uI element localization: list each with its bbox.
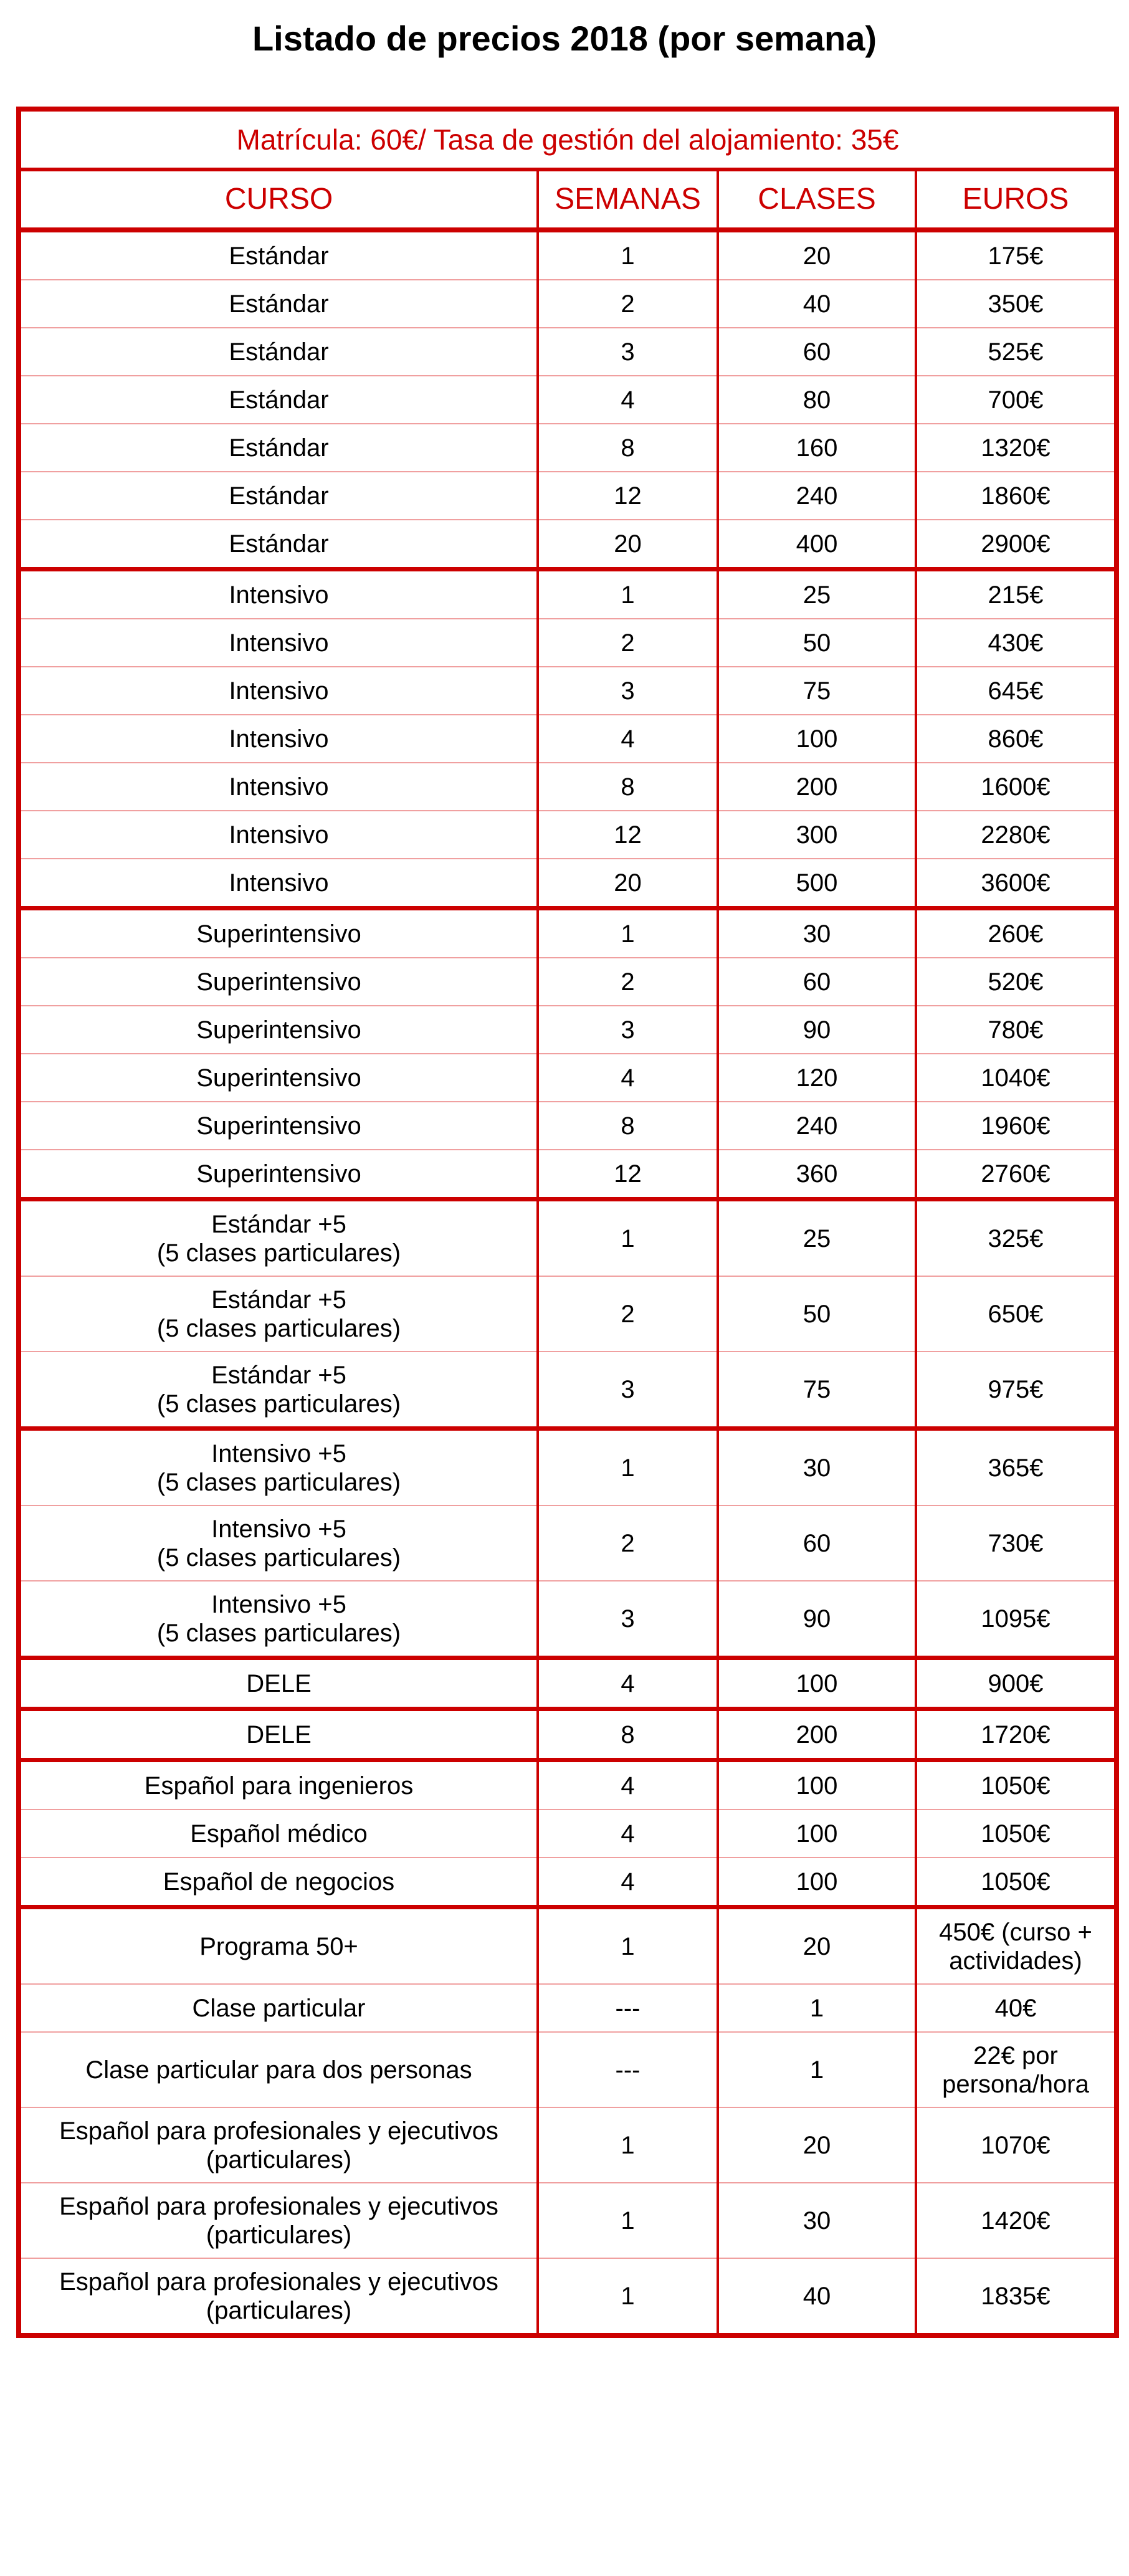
price-cell: 175€ [916, 230, 1117, 280]
price-cell: 2900€ [916, 520, 1117, 570]
classes-cell: 90 [718, 1581, 916, 1658]
table-row [19, 667, 1117, 715]
table-row [19, 424, 1117, 472]
classes-cell: 100 [718, 1858, 916, 1907]
classes-cell: 100 [718, 1760, 916, 1810]
weeks-cell: 2 [538, 958, 718, 1006]
course-cell: Intensivo +5 (5 clases particulares) [19, 1581, 538, 1658]
price-cell: 450€ (curso + actividades) [916, 1907, 1117, 1985]
weeks-cell: --- [538, 1984, 718, 2032]
classes-cell: 80 [718, 376, 916, 424]
classes-cell: 240 [718, 472, 916, 520]
price-table [16, 107, 1119, 2338]
classes-cell: 240 [718, 1102, 916, 1150]
weeks-cell: 8 [538, 1102, 718, 1150]
table-row [19, 2032, 1117, 2107]
price-cell: 365€ [916, 1429, 1117, 1506]
table-row [19, 1907, 1117, 1985]
table-row [19, 859, 1117, 909]
price-cell: 520€ [916, 958, 1117, 1006]
course-cell: Español para ingenieros [19, 1760, 538, 1810]
weeks-cell: 4 [538, 1054, 718, 1102]
weeks-cell: 1 [538, 2107, 718, 2183]
weeks-cell: 2 [538, 619, 718, 667]
course-cell: DELE [19, 1709, 538, 1760]
header-row [19, 169, 1117, 230]
price-cell: 2760€ [916, 1150, 1117, 1200]
table-row [19, 280, 1117, 328]
price-cell: 22€ por persona/hora [916, 2032, 1117, 2107]
course-cell: Intensivo +5 (5 clases particulares) [19, 1505, 538, 1581]
price-cell: 260€ [916, 909, 1117, 958]
course-cell: Estándar +5 (5 clases particulares) [19, 1352, 538, 1429]
weeks-cell: 12 [538, 472, 718, 520]
classes-cell: 30 [718, 1429, 916, 1506]
course-cell: DELE [19, 1658, 538, 1709]
price-cell: 1835€ [916, 2258, 1117, 2335]
course-cell: Estándar [19, 424, 538, 472]
table-row [19, 1200, 1117, 1277]
classes-cell: 500 [718, 859, 916, 909]
course-cell: Superintensivo [19, 1054, 538, 1102]
table-row [19, 376, 1117, 424]
course-cell: Estándar [19, 328, 538, 376]
classes-cell: 1 [718, 1984, 916, 2032]
course-cell: Clase particular para dos personas [19, 2032, 538, 2107]
course-cell: Español para profesionales y ejecutivos (particulares) [19, 2258, 538, 2335]
table-row [19, 1709, 1117, 1760]
table-row [19, 2258, 1117, 2335]
course-cell: Clase particular [19, 1984, 538, 2032]
price-cell: 525€ [916, 328, 1117, 376]
course-cell: Estándar [19, 472, 538, 520]
fees-banner-row [19, 109, 1117, 169]
classes-cell: 100 [718, 1810, 916, 1858]
weeks-cell: 1 [538, 1200, 718, 1277]
weeks-cell: 8 [538, 424, 718, 472]
weeks-cell: 8 [538, 763, 718, 811]
table-row [19, 1581, 1117, 1658]
table-row [19, 1810, 1117, 1858]
course-cell: Estándar [19, 280, 538, 328]
price-cell: 700€ [916, 376, 1117, 424]
price-cell: 780€ [916, 1006, 1117, 1054]
classes-cell: 40 [718, 280, 916, 328]
classes-cell: 100 [718, 1658, 916, 1709]
header-euros: EUROS [916, 169, 1117, 230]
price-cell: 325€ [916, 1200, 1117, 1277]
table-row [19, 230, 1117, 280]
classes-cell: 1 [718, 2032, 916, 2107]
price-cell: 860€ [916, 715, 1117, 763]
weeks-cell: 1 [538, 570, 718, 619]
course-cell: Español para profesionales y ejecutivos (particulares) [19, 2107, 538, 2183]
course-cell: Intensivo [19, 570, 538, 619]
price-cell: 645€ [916, 667, 1117, 715]
classes-cell: 50 [718, 619, 916, 667]
price-cell: 1420€ [916, 2183, 1117, 2258]
price-cell: 1960€ [916, 1102, 1117, 1150]
course-cell: Intensivo [19, 763, 538, 811]
weeks-cell: 1 [538, 909, 718, 958]
classes-cell: 25 [718, 1200, 916, 1277]
table-row [19, 763, 1117, 811]
course-cell: Superintensivo [19, 1006, 538, 1054]
table-row [19, 958, 1117, 1006]
classes-cell: 20 [718, 1907, 916, 1985]
price-cell: 2280€ [916, 811, 1117, 859]
price-cell: 1050€ [916, 1810, 1117, 1858]
classes-cell: 20 [718, 2107, 916, 2183]
weeks-cell: 1 [538, 1907, 718, 1985]
classes-cell: 60 [718, 958, 916, 1006]
weeks-cell: 4 [538, 1810, 718, 1858]
table-row [19, 2107, 1117, 2183]
table-row [19, 1054, 1117, 1102]
weeks-cell: 4 [538, 376, 718, 424]
price-cell: 1320€ [916, 424, 1117, 472]
price-cell: 730€ [916, 1505, 1117, 1581]
course-cell: Programa 50+ [19, 1907, 538, 1985]
price-cell: 1050€ [916, 1858, 1117, 1907]
weeks-cell: 3 [538, 1006, 718, 1054]
classes-cell: 200 [718, 763, 916, 811]
weeks-cell: 12 [538, 1150, 718, 1200]
table-row [19, 1505, 1117, 1581]
table-row [19, 1760, 1117, 1810]
table-row [19, 1429, 1117, 1506]
table-row [19, 1276, 1117, 1352]
classes-cell: 75 [718, 667, 916, 715]
course-cell: Intensivo [19, 811, 538, 859]
weeks-cell: 4 [538, 1760, 718, 1810]
price-cell: 350€ [916, 280, 1117, 328]
table-row [19, 1984, 1117, 2032]
price-cell: 3600€ [916, 859, 1117, 909]
course-cell: Estándar +5 (5 clases particulares) [19, 1200, 538, 1277]
page-title: Listado de precios 2018 (por semana) [252, 19, 877, 58]
price-cell: 1860€ [916, 472, 1117, 520]
classes-cell: 90 [718, 1006, 916, 1054]
course-cell: Superintensivo [19, 958, 538, 1006]
classes-cell: 25 [718, 570, 916, 619]
price-cell: 430€ [916, 619, 1117, 667]
table-row [19, 1658, 1117, 1709]
weeks-cell: 2 [538, 280, 718, 328]
weeks-cell: 2 [538, 1505, 718, 1581]
price-cell: 1095€ [916, 1581, 1117, 1658]
price-cell: 650€ [916, 1276, 1117, 1352]
course-cell: Intensivo [19, 715, 538, 763]
weeks-cell: 3 [538, 1352, 718, 1429]
course-cell: Superintensivo [19, 909, 538, 958]
course-cell: Español para profesionales y ejecutivos (particulares) [19, 2183, 538, 2258]
classes-cell: 75 [718, 1352, 916, 1429]
course-cell: Español de negocios [19, 1858, 538, 1907]
header-clases: CLASES [718, 169, 916, 230]
price-cell: 1050€ [916, 1760, 1117, 1810]
table-row [19, 328, 1117, 376]
classes-cell: 300 [718, 811, 916, 859]
classes-cell: 60 [718, 1505, 916, 1581]
course-cell: Intensivo +5 (5 clases particulares) [19, 1429, 538, 1506]
table-row [19, 619, 1117, 667]
weeks-cell: --- [538, 2032, 718, 2107]
course-cell: Intensivo [19, 619, 538, 667]
weeks-cell: 4 [538, 1858, 718, 1907]
course-cell: Superintensivo [19, 1102, 538, 1150]
course-cell: Intensivo [19, 667, 538, 715]
table-row [19, 2183, 1117, 2258]
classes-cell: 20 [718, 230, 916, 280]
table-row [19, 715, 1117, 763]
table-row [19, 909, 1117, 958]
price-cell: 215€ [916, 570, 1117, 619]
price-cell: 975€ [916, 1352, 1117, 1429]
table-row [19, 811, 1117, 859]
price-cell: 1070€ [916, 2107, 1117, 2183]
table-row [19, 1006, 1117, 1054]
table-row [19, 570, 1117, 619]
weeks-cell: 12 [538, 811, 718, 859]
classes-cell: 40 [718, 2258, 916, 2335]
table-row [19, 1858, 1117, 1907]
price-cell: 900€ [916, 1658, 1117, 1709]
course-cell: Estándar [19, 230, 538, 280]
weeks-cell: 1 [538, 230, 718, 280]
weeks-cell: 1 [538, 2183, 718, 2258]
classes-cell: 120 [718, 1054, 916, 1102]
table-row [19, 520, 1117, 570]
header-semanas: SEMANAS [538, 169, 718, 230]
classes-cell: 30 [718, 2183, 916, 2258]
weeks-cell: 8 [538, 1709, 718, 1760]
header-curso: CURSO [19, 169, 538, 230]
weeks-cell: 3 [538, 667, 718, 715]
classes-cell: 160 [718, 424, 916, 472]
course-cell: Estándar [19, 376, 538, 424]
table-row [19, 1150, 1117, 1200]
course-cell: Intensivo [19, 859, 538, 909]
classes-cell: 60 [718, 328, 916, 376]
weeks-cell: 4 [538, 715, 718, 763]
weeks-cell: 3 [538, 328, 718, 376]
weeks-cell: 4 [538, 1658, 718, 1709]
table-row [19, 1352, 1117, 1429]
classes-cell: 30 [718, 909, 916, 958]
course-cell: Español médico [19, 1810, 538, 1858]
classes-cell: 100 [718, 715, 916, 763]
price-cell: 40€ [916, 1984, 1117, 2032]
classes-cell: 360 [718, 1150, 916, 1200]
weeks-cell: 3 [538, 1581, 718, 1658]
classes-cell: 200 [718, 1709, 916, 1760]
course-cell: Estándar +5 (5 clases particulares) [19, 1276, 538, 1352]
weeks-cell: 1 [538, 1429, 718, 1506]
weeks-cell: 1 [538, 2258, 718, 2335]
classes-cell: 400 [718, 520, 916, 570]
price-cell: 1720€ [916, 1709, 1117, 1760]
fees-banner: Matrícula: 60€/ Tasa de gestión del alojamiento: 35€ [19, 109, 1117, 169]
table-row [19, 1102, 1117, 1150]
weeks-cell: 2 [538, 1276, 718, 1352]
price-cell: 1600€ [916, 763, 1117, 811]
weeks-cell: 20 [538, 859, 718, 909]
table-row [19, 472, 1117, 520]
course-cell: Estándar [19, 520, 538, 570]
course-cell: Superintensivo [19, 1150, 538, 1200]
weeks-cell: 20 [538, 520, 718, 570]
classes-cell: 50 [718, 1276, 916, 1352]
price-cell: 1040€ [916, 1054, 1117, 1102]
